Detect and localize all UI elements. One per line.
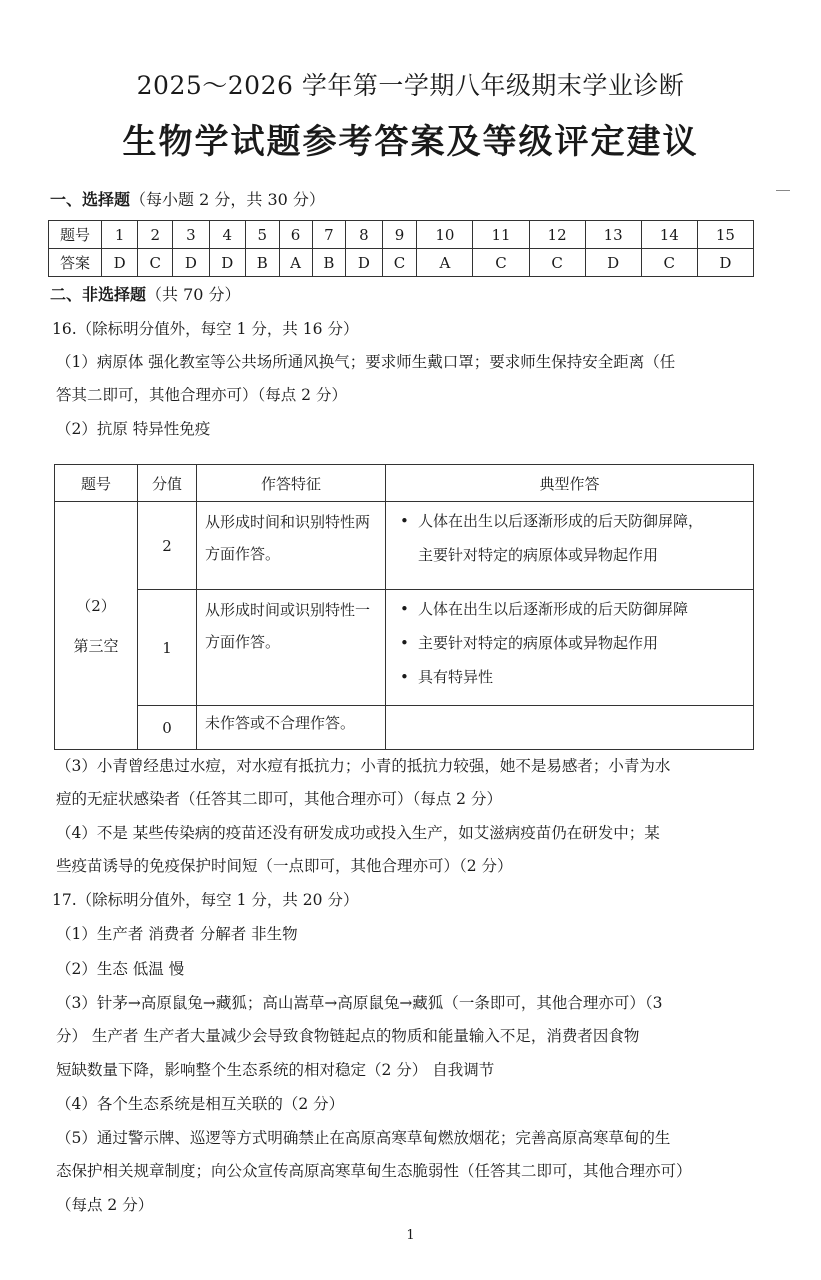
scoring-table-header [55,465,754,502]
q17-header: 17.（除标明分值外，每空 1 分，共 20 分） [52,891,359,909]
score-value: 1 [138,590,197,706]
question-number: 14 [641,221,697,249]
q16-part3-cont: 痘的无症状感染者（任答其二即可，其他合理亦可）（每点 2 分） [56,790,502,808]
question-number: 12 [529,221,585,249]
question-number: 4 [209,221,245,249]
col-header-typical: 典型作答 [386,465,754,502]
exam-title: 2025～2026 学年第一学期八年级期末学业诊断 [136,71,685,100]
question-number: 3 [173,221,209,249]
question-number: 9 [382,221,417,249]
q16-part4: （4）不是 某些传染病的疫苗还没有研发成功或投入生产，如艾滋病疫苗仍在研发中；某 [56,824,660,842]
question-number: 7 [312,221,346,249]
answer-cell: C [473,249,529,277]
question-number: 10 [417,221,473,249]
feature-text: 从形成时间或识别特性一方面作答。 [197,590,386,706]
answer-cell: D [697,249,753,277]
question-number: 6 [279,221,312,249]
answer-cell: A [417,249,473,277]
answer-cell: B [312,249,346,277]
q16-part1-cont: 答其二即可，其他合理亦可）（每点 2 分） [56,386,347,404]
list-item: • 人体在出生以后逐渐形成的后天防御屏障 [400,592,747,626]
section1-title: 一、选择题 [50,190,131,209]
question-number: 8 [346,221,382,249]
answer-row-label: 答案 [49,249,102,277]
answer-cell: C [382,249,417,277]
feature-text: 未作答或不合理作答。 [197,706,386,750]
question-number: 11 [473,221,529,249]
question-row-label: 题号 [49,221,102,249]
q17-part3-cont: 分） 生产者 生产者大量减少会导致食物链起点的物质和能量输入不足，消费者因食物 [56,1027,640,1045]
typical-answers [386,590,754,706]
answer-cell: D [585,249,641,277]
page-number: 1 [406,1228,415,1243]
list-item: • 人体在出生以后逐渐形成的后天防御屏障， [400,504,747,538]
answer-table [48,220,754,277]
scoring-table [54,464,754,750]
answer-cell: D [209,249,245,277]
q16-part4-cont: 些疫苗诱导的免疫保护时间短（一点即可，其他合理亦可）（2 分） [56,857,513,875]
q17-part5-cont2: （每点 2 分） [56,1196,154,1214]
question-row [49,221,754,249]
item-blank: 第三空 [73,636,119,655]
answer-cell: D [173,249,209,277]
q17-part2: （2）生态 低温 慢 [56,960,185,978]
q17-part3: （3）针茅→高原鼠兔→藏狐；高山嵩草→高原鼠兔→藏狐（一条即可，其他合理亦可）（3 [56,994,663,1012]
q16-part2: （2）抗原 特异性免疫 [56,420,211,438]
col-header-score: 分值 [138,465,197,502]
col-header-question: 题号 [55,465,138,502]
section2-title: 二、非选择题 [50,285,147,304]
q17-part5: （5）通过警示牌、巡逻等方式明确禁止在高原高寒草甸燃放烟花；完善高原高寒草甸的生 [56,1129,671,1147]
section2-note: （共 70 分） [146,285,241,304]
question-number: 15 [697,221,753,249]
q17-part4: （4）各个生态系统是相互关联的（2 分） [56,1095,345,1113]
q16-part3: （3）小青曾经患过水痘，对水痘有抵抗力；小青的抵抗力较强，她不是易感者；小青为水 [56,757,671,775]
answer-cell: B [245,249,279,277]
section1-note: （每小题 2 分，共 30 分） [130,190,325,209]
document-title: 生物学试题参考答案及等级评定建议 [122,122,699,162]
question-number: 5 [245,221,279,249]
question-number: 2 [138,221,173,249]
answer-cell: C [138,249,173,277]
q17-part1: （1）生产者 消费者 分解者 非生物 [56,925,298,943]
table-row [55,502,754,590]
score-value: 2 [138,502,197,590]
answer-cell: D [102,249,138,277]
feature-text: 从形成时间和识别特性两方面作答。 [197,502,386,590]
answer-cell: A [279,249,312,277]
typical-answers [386,502,754,590]
q17-part3-cont2: 短缺数量下降，影响整个生态系统的相对稳定（2 分） 自我调节 [56,1061,495,1079]
answer-cell: C [529,249,585,277]
margin-mark [776,190,790,191]
table-row [55,706,754,750]
answer-cell: D [346,249,382,277]
item-label [55,502,138,750]
bullet-icon: • [400,600,409,618]
list-item: 主要针对特定的病原体或异物起作用 [418,546,659,564]
section2-heading [50,282,241,305]
list-item: • 具有特异性 [400,660,747,694]
bullet-icon: • [400,668,409,686]
score-value: 0 [138,706,197,750]
col-header-feature: 作答特征 [197,465,386,502]
question-number: 13 [585,221,641,249]
q16-part1: （1）病原体 强化教室等公共场所通风换气；要求师生戴口罩；要求师生保持安全距离（任 [56,353,676,371]
answer-cell: C [641,249,697,277]
section1-heading [50,187,325,210]
item-number: （2） [76,596,116,615]
bullet-icon: • [400,512,409,530]
answer-row [49,249,754,277]
question-number: 1 [102,221,138,249]
q16-header: 16.（除标明分值外，每空 1 分，共 16 分） [52,320,359,338]
bullet-icon: • [400,634,409,652]
table-row [55,590,754,706]
q17-part5-cont: 态保护相关规章制度；向公众宣传高原高寒草甸生态脆弱性（任答其二即可，其他合理亦可） [56,1162,692,1180]
list-item: • 主要针对特定的病原体或异物起作用 [400,626,747,660]
typical-answers-empty [386,706,754,750]
